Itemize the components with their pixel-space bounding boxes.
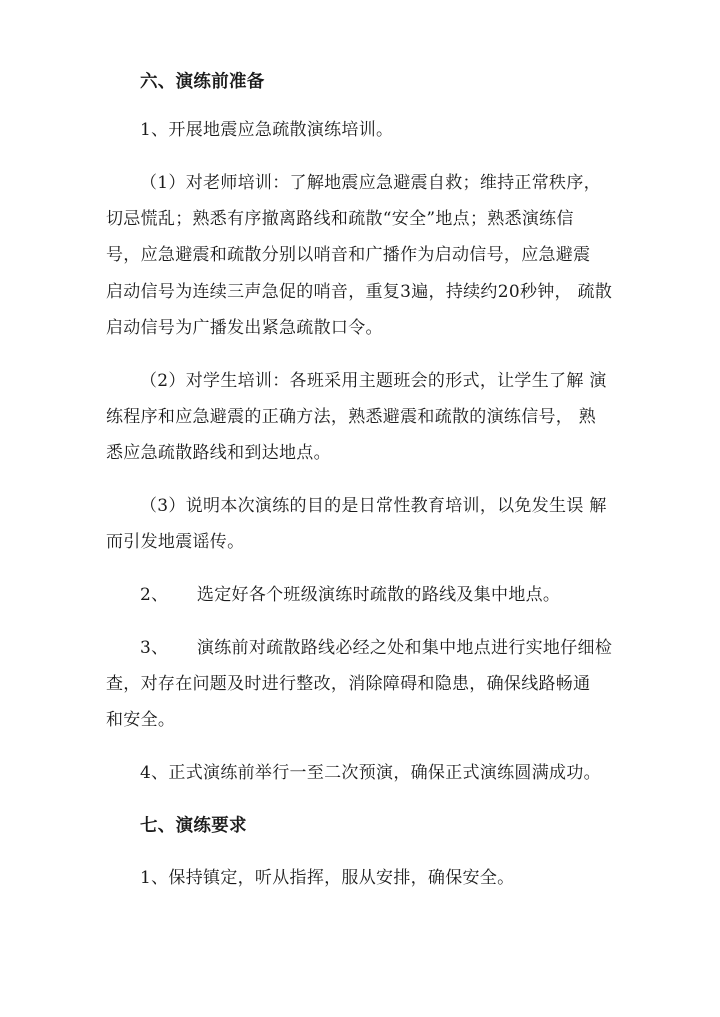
section-6-item-3-line-1: 3、 演练前对疏散路线必经之处和集中地点进行实地仔细检 bbox=[140, 638, 613, 658]
paragraph-student-training-line-2: 练程序和应急避震的正确方法，熟悉避震和疏散的演练信号， 熟 bbox=[106, 407, 597, 427]
paragraph-student-training-line-1: （2）对学生培训：各班采用主题班会的形式，让学生了解 演 bbox=[140, 371, 607, 391]
section-6-item-4: 4、正式演练前举行一至二次预演，确保正式演练圆满成功。 bbox=[140, 763, 601, 783]
paragraph-purpose-line-2: 而引发地震谣传。 bbox=[106, 532, 245, 552]
section-7-heading: 七、演练要求 bbox=[140, 816, 247, 836]
paragraph-teacher-training-line-5: 启动信号为广播发出紧急疏散口令。 bbox=[106, 318, 383, 338]
section-6-item-3-line-2: 查，对存在问题及时进行整改，消除障碍和隐患，确保线路畅通 bbox=[106, 674, 591, 694]
paragraph-teacher-training-line-3: 号，应急避震和疏散分别以哨音和广播作为启动信号，应急避震 bbox=[106, 245, 591, 265]
paragraph-teacher-training-line-4: 启动信号为连续三声急促的哨音，重复3遍，持续约20秒钟， 疏散 bbox=[106, 282, 613, 302]
section-6-heading: 六、演练前准备 bbox=[140, 72, 265, 92]
paragraph-student-training-line-3: 悉应急疏散路线和到达地点。 bbox=[106, 443, 331, 463]
section-6-item-3-line-3: 和安全。 bbox=[106, 710, 176, 730]
section-6-item-2: 2、 选定好各个班级演练时疏散的路线及集中地点。 bbox=[140, 585, 561, 605]
paragraph-teacher-training-line-2: 切忌慌乱；熟悉有序撤离路线和疏散“安全”地点；熟悉演练信 bbox=[106, 209, 574, 229]
paragraph-purpose-line-1: （3）说明本次演练的目的是日常性教育培训，以免发生误 解 bbox=[140, 496, 607, 516]
section-7-item-1: 1、保持镇定，听从指挥，服从安排，确保安全。 bbox=[140, 868, 515, 888]
section-6-item-1: 1、开展地震应急疏散演练培训。 bbox=[140, 120, 394, 140]
paragraph-teacher-training-line-1: （1）对老师培训：了解地震应急避震自救；维持正常秩序， bbox=[140, 173, 601, 193]
